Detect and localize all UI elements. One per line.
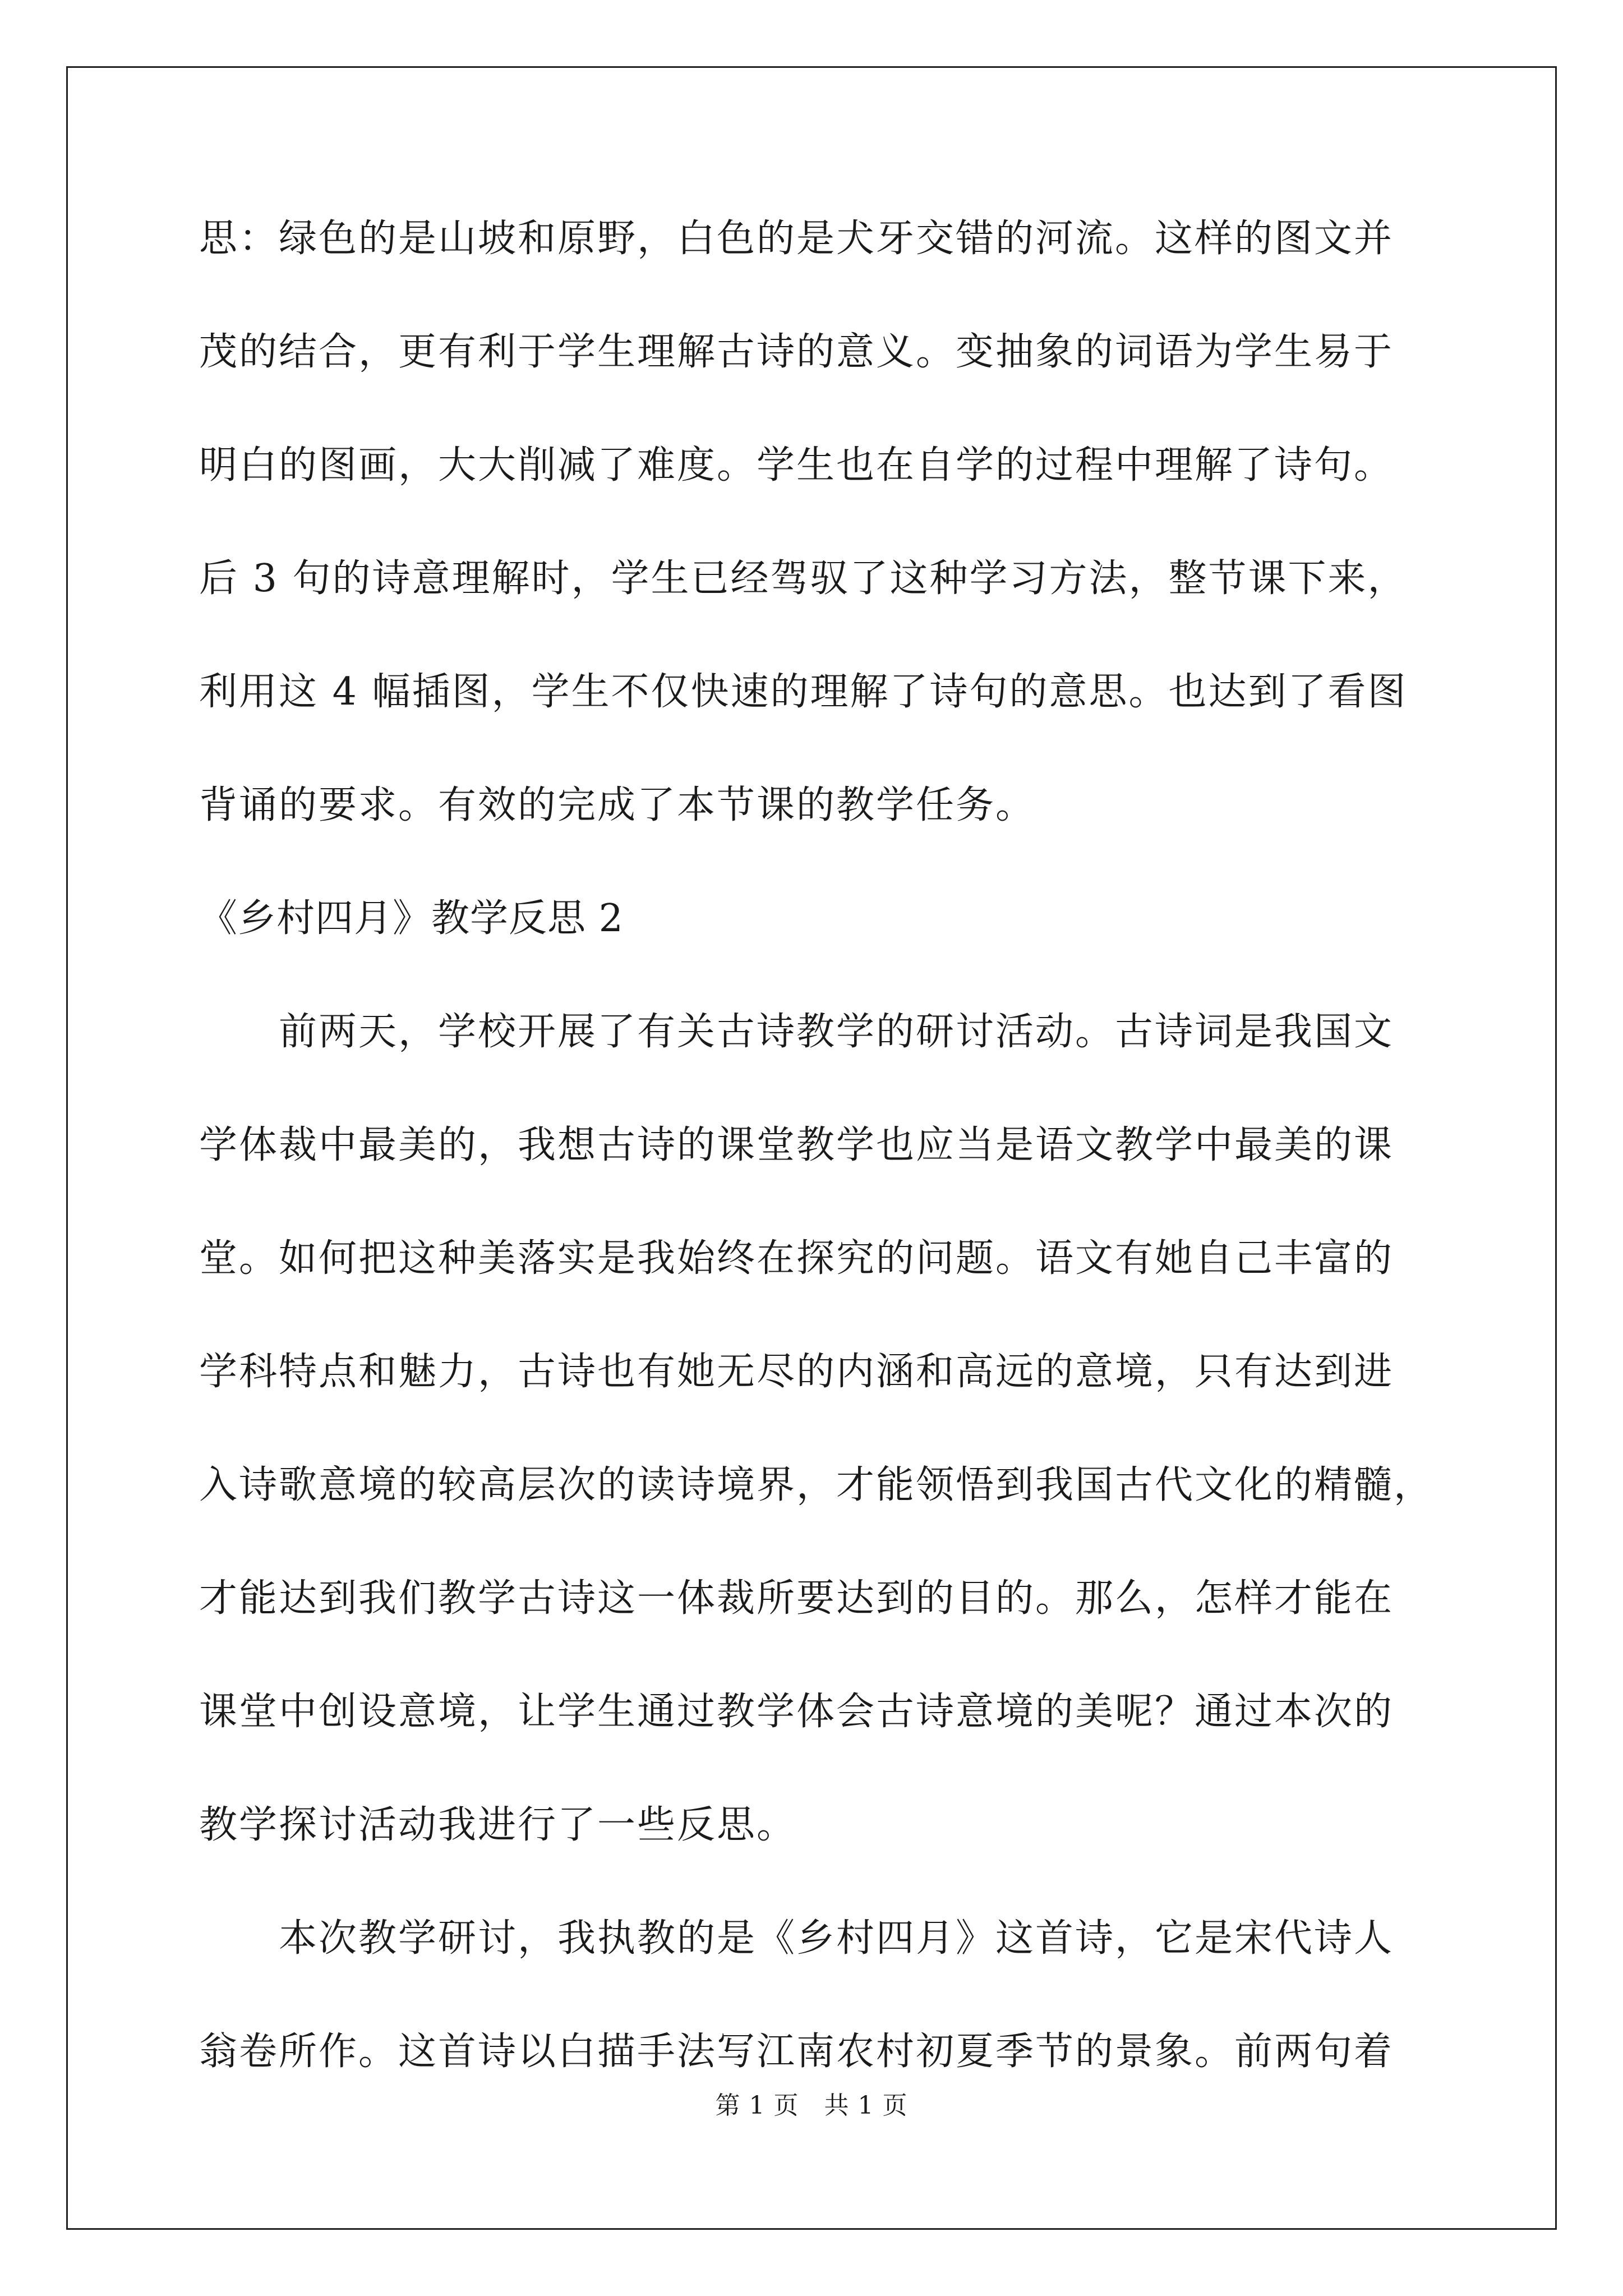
text-line: 背诵的要求。有效的完成了本节课的教学任务。 bbox=[199, 783, 1036, 827]
text-line: 教学探讨活动我进行了一些反思。 bbox=[199, 1803, 797, 1847]
paragraph-first-line: 前两天，学校开展了有关古诗教学的研讨活动。古诗词是我国文 bbox=[279, 1010, 1394, 1054]
section-heading: 《乡村四月》教学反思 2 bbox=[199, 896, 624, 941]
text-line: 后 3 句的诗意理解时，学生已经驾驭了这种学习方法，整节课下来， bbox=[199, 556, 1408, 601]
text-line: 学科特点和魅力，古诗也有她无尽的内涵和高远的意境，只有达到进 bbox=[199, 1350, 1394, 1394]
document-body bbox=[199, 217, 1434, 2146]
page-number-footer: 第 1 页 共 1 页 bbox=[715, 2091, 908, 2120]
text-line: 明白的图画，大大削减了难度。学生也在自学的过程中理解了诗句。 bbox=[199, 443, 1394, 487]
text-line: 思：绿色的是山坡和原野，白色的是犬牙交错的河流。这样的图文并 bbox=[199, 217, 1394, 261]
text-line: 课堂中创设意境，让学生通过教学体会古诗意境的美呢？通过本次的 bbox=[199, 1690, 1394, 1734]
text-line: 学体裁中最美的，我想古诗的课堂教学也应当是语文教学中最美的课 bbox=[199, 1123, 1394, 1167]
text-line: 茂的结合，更有利于学生理解古诗的意义。变抽象的词语为学生易于 bbox=[199, 330, 1394, 374]
paragraph-first-line: 本次教学研讨，我执教的是《乡村四月》这首诗，它是宋代诗人 bbox=[279, 1916, 1394, 1961]
text-line: 才能达到我们教学古诗这一体裁所要达到的目的。那么，怎样才能在 bbox=[199, 1576, 1394, 1621]
text-line: 入诗歌意境的较高层次的读诗境界，才能领悟到我国古代文化的精髓， bbox=[199, 1463, 1434, 1507]
text-line: 利用这 4 幅插图，学生不仅快速的理解了诗句的意思。也达到了看图 bbox=[199, 670, 1408, 714]
text-line: 堂。如何把这种美落实是我始终在探究的问题。语文有她自己丰富的 bbox=[199, 1236, 1394, 1281]
text-line: 翁卷所作。这首诗以白描手法写江南农村初夏季节的景象。前两句着 bbox=[199, 2030, 1394, 2074]
